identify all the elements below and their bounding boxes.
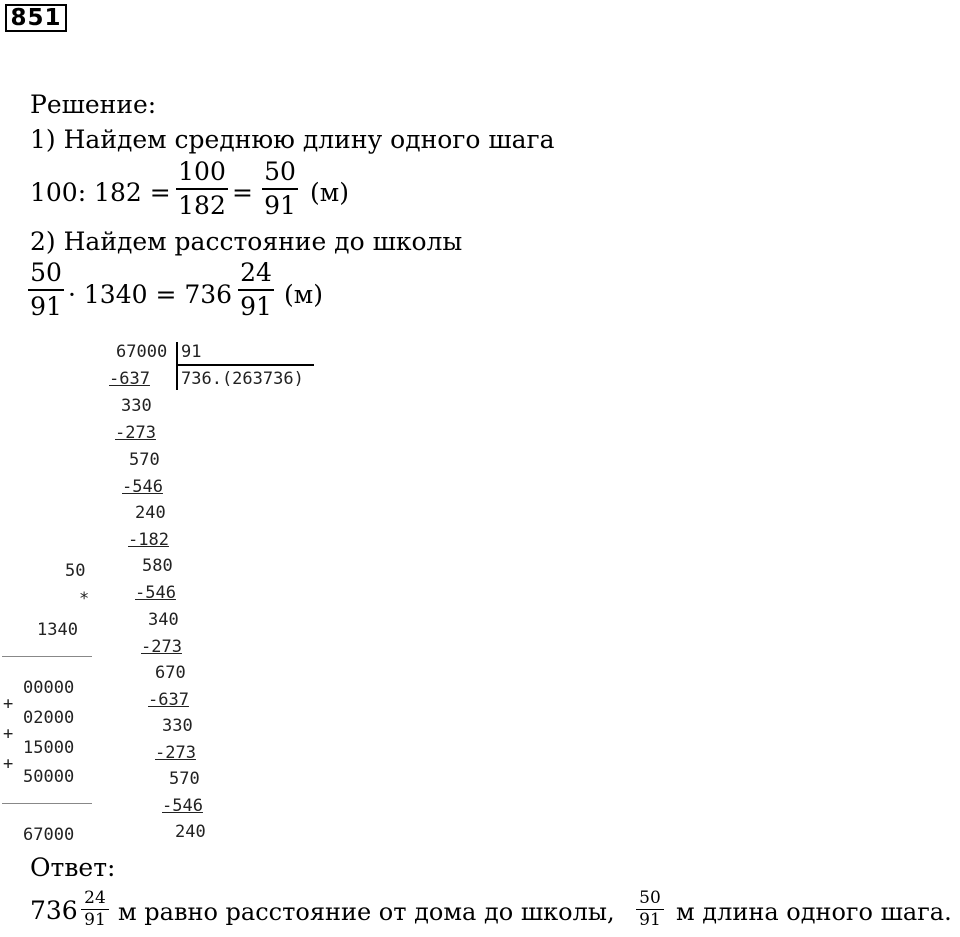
division-step: 240 — [135, 503, 166, 523]
division-divisor: 91 — [181, 342, 202, 362]
division-step: -273 — [115, 423, 156, 443]
mult-partial: 02000 — [23, 708, 75, 728]
eq1-fraction-2 — [262, 158, 298, 220]
division-step: -273 — [141, 637, 182, 657]
division-dividend: 67000 — [116, 342, 168, 362]
answer-fraction — [81, 889, 109, 930]
eq2-numerator: 50 — [30, 258, 62, 287]
division-step: 240 — [175, 822, 206, 842]
plus-sign: + — [3, 724, 14, 744]
answer-text-1: м равно расстояние от дома до школы, — [118, 898, 615, 926]
eq1-f2-numerator: 50 — [264, 157, 296, 186]
eq1-lhs: 100: 182 = — [30, 178, 171, 207]
eq2-denominator: 91 — [30, 292, 62, 321]
mult-result: 67000 — [23, 825, 75, 845]
eq2-unit: (м) — [284, 280, 323, 309]
mult-partial: 50000 — [23, 767, 75, 787]
division-step: 670 — [155, 663, 186, 683]
answer-label: Ответ: — [30, 853, 116, 882]
step-2-text: 2) Найдем расстояние до школы — [30, 227, 463, 256]
division-step: -546 — [135, 583, 176, 603]
problem-number: 851 — [5, 4, 67, 32]
answer-denominator-2: 91 — [639, 910, 661, 930]
eq1-f1-denominator: 182 — [178, 191, 226, 220]
eq2-fraction — [28, 259, 64, 321]
division-step: 570 — [169, 769, 200, 789]
answer-numerator: 24 — [84, 888, 106, 908]
answer-text-2: м длина одного шага. — [676, 898, 952, 926]
division-step: -546 — [122, 477, 163, 497]
division-step: -182 — [128, 530, 169, 550]
eq1-f2-denominator: 91 — [264, 191, 296, 220]
answer-fraction-2 — [636, 889, 664, 930]
mult-b: 1340 — [37, 620, 78, 640]
division-step: -273 — [155, 743, 196, 763]
mult-a: 50 — [65, 561, 86, 581]
eq2-result-numerator: 24 — [240, 258, 272, 287]
eq1-fraction-1 — [176, 158, 228, 220]
plus-sign: + — [3, 754, 14, 774]
division-quotient: 736.(263736) — [181, 369, 304, 389]
plus-sign: + — [3, 694, 14, 714]
division-step: 570 — [129, 450, 160, 470]
mult-partial: 15000 — [23, 738, 75, 758]
mult-partial: 00000 — [23, 678, 75, 698]
answer-denominator: 91 — [84, 910, 106, 930]
division-step: -546 — [162, 796, 203, 816]
division-step: -637 — [109, 369, 150, 389]
eq1-f1-numerator: 100 — [178, 157, 226, 186]
division-step: 330 — [162, 716, 193, 736]
eq2-result-fraction — [238, 259, 274, 321]
mult-operator: * — [79, 589, 90, 609]
step-1-text: 1) Найдем среднюю длину одного шага — [30, 125, 555, 154]
eq1-equals: = — [232, 178, 253, 207]
division-step: 330 — [121, 396, 152, 416]
division-step: 580 — [142, 556, 173, 576]
eq2-middle: · 1340 = 736 — [68, 280, 233, 309]
solution-label: Решение: — [30, 90, 157, 119]
answer-numerator-2: 50 — [639, 888, 661, 908]
eq1-unit: (м) — [310, 178, 349, 207]
eq2-result-denominator: 91 — [240, 292, 272, 321]
answer-whole: 736 — [30, 896, 78, 925]
division-step: -637 — [148, 690, 189, 710]
division-step: 340 — [148, 610, 179, 630]
